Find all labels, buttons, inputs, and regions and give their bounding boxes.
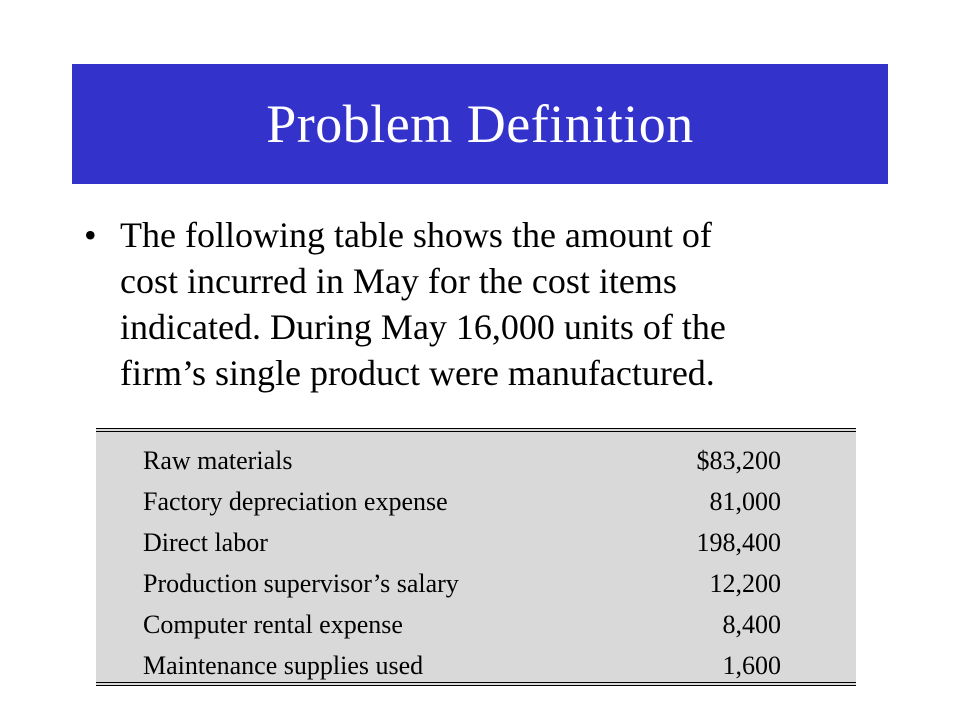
cost-amount: 8,400 [722,609,781,639]
cost-item: Maintenance supplies used [143,650,424,680]
bullet-line: The following table shows the amount of [120,215,712,255]
cost-item: Raw materials [143,445,293,475]
table-row [143,645,833,686]
cost-table-panel [96,428,856,686]
cost-amount: $83,200 [696,445,781,475]
cost-amount: 12,200 [709,568,781,598]
bullet-line: firm’s single product were manufactured. [120,353,715,393]
table-row [143,522,833,563]
cost-table [143,440,833,686]
cost-amount: 81,000 [709,486,781,516]
table-row [143,563,833,604]
cost-amount: 1,600 [722,650,781,680]
cost-item: Computer rental expense [143,609,403,639]
bullet-dot-icon: • [84,215,97,255]
cost-item: Production supervisor’s salary [143,568,459,598]
cost-amount: 198,400 [696,527,781,557]
cost-item: Factory depreciation expense [143,486,448,516]
slide-title: Problem Definition [266,94,694,154]
table-row [143,604,833,645]
bullet-text [120,212,726,396]
table-row [143,481,833,522]
bullet-line: cost incurred in May for the cost items [120,261,677,301]
bullet-point [84,212,864,396]
cost-item: Direct labor [143,527,268,557]
title-bar [72,64,888,184]
bullet-line: indicated. During May 16,000 units of the [120,307,726,347]
table-row [143,440,833,481]
